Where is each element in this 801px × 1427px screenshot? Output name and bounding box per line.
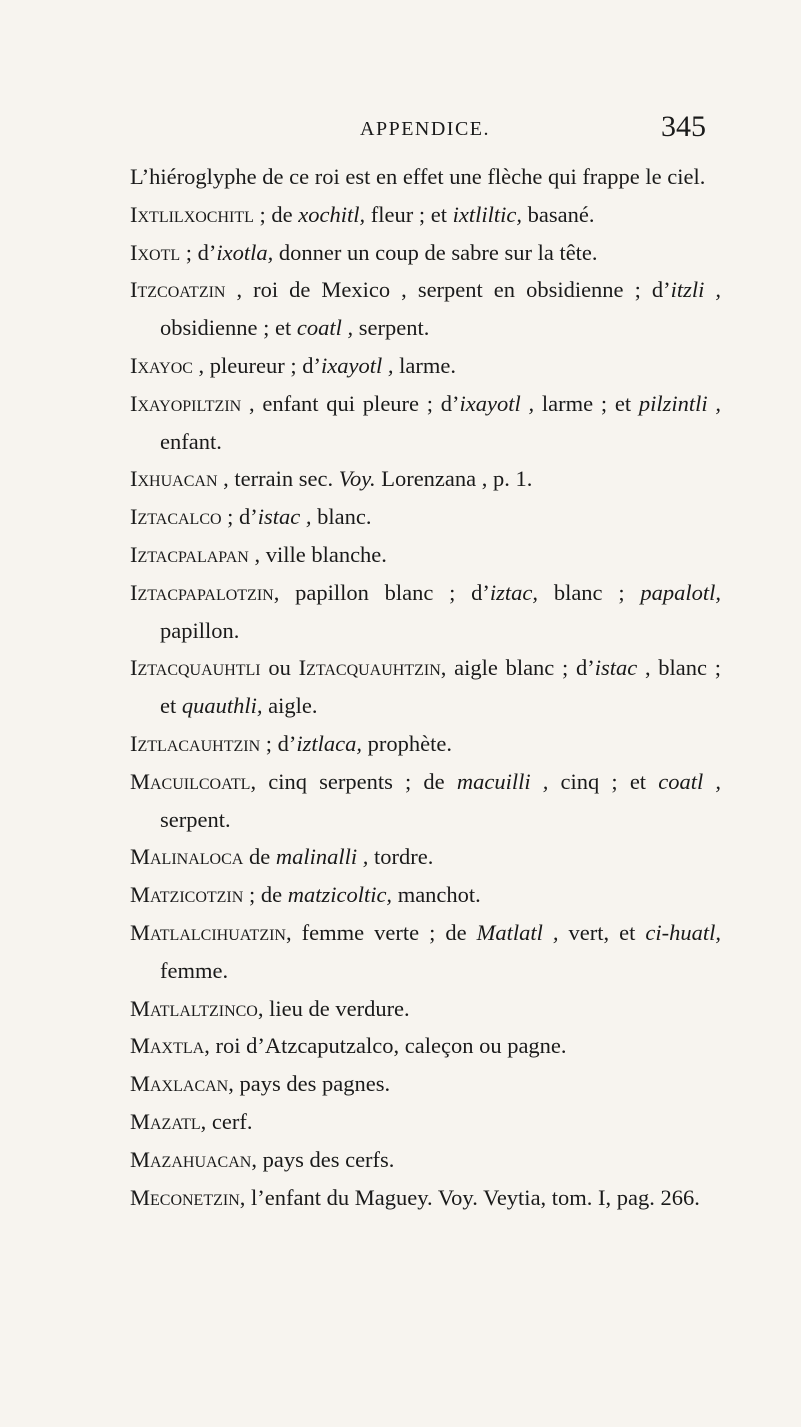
glossary-entry: [130, 1103, 721, 1141]
entry-text: femme.: [160, 957, 229, 983]
entry-headword: Ixayopiltzin: [130, 390, 242, 416]
entry-headword: Malinaloca: [130, 844, 244, 870]
entry-text: enfant.: [160, 428, 222, 454]
entry-text: , ville blanche.: [248, 541, 387, 567]
entry-text: , pays des pagnes.: [228, 1071, 391, 1097]
glossary-entry: [130, 1179, 721, 1217]
entry-text: basané.: [521, 201, 595, 227]
entry-text: vert, et: [558, 919, 646, 945]
entry-text: , terrain sec.: [217, 466, 339, 492]
italic-term: ixayotl ,: [459, 390, 535, 416]
entry-text: papillon.: [160, 617, 240, 643]
glossary-entries: [130, 158, 721, 1216]
entry-headword: Iztacquauhtli: [130, 655, 261, 681]
entry-text: , cerf.: [200, 1108, 253, 1134]
entry-headword: Mazahuacan: [130, 1146, 252, 1172]
italic-term: iztlaca,: [296, 730, 363, 756]
italic-term: quauthli,: [181, 693, 263, 719]
italic-term: Voy.: [338, 466, 376, 492]
entry-headword: Itzcoatzin: [130, 277, 226, 303]
entry-headword: Matlalcihuatzin: [130, 919, 286, 945]
italic-term: iztac,: [489, 579, 539, 605]
entry-headword: Matlaltzinco: [130, 995, 258, 1021]
italic-term: ixtliltic,: [452, 201, 522, 227]
page-number: 345: [661, 110, 706, 143]
entry-text: larme.: [393, 352, 456, 378]
entry-headword: Maxlacan: [130, 1071, 229, 1097]
entry-headword: Iztlacauhtzin: [130, 730, 261, 756]
entry-text: L’hiéroglyphe de ce roi est en effet une flèche qui frappe le ciel.: [130, 164, 706, 189]
entry-text: , lieu de verdure.: [257, 995, 410, 1021]
italic-term: xochitl,: [298, 201, 366, 227]
entry-text: cinq ; et: [548, 768, 659, 794]
glossary-entry: [130, 725, 721, 763]
entry-headword: Macuilcoatl: [130, 768, 251, 794]
italic-term: matzicoltic,: [287, 882, 393, 908]
entry-headword: Ixayoc: [130, 352, 193, 378]
entry-headword: Ixtlilxochitl: [130, 201, 254, 227]
entry-text: , pleureur ; d’: [192, 352, 322, 378]
italic-term: papalotl,: [640, 579, 721, 605]
entry-text: donner un coup de sabre sur la tête.: [273, 239, 598, 265]
entry-text: , l’enfant du Maguey. Voy. Veytia, tom. I, pag. 266.: [239, 1184, 700, 1210]
italic-term: coatl ,: [296, 315, 354, 341]
italic-term: itzli ,: [670, 277, 721, 303]
italic-term: coatl ,: [658, 768, 721, 794]
entry-text: larme ; et: [534, 390, 639, 416]
entry-text: Lorenzana , p. 1.: [375, 466, 533, 492]
entry-text: ; d’: [260, 730, 297, 756]
glossary-entry: [130, 649, 721, 725]
entry-text: obsidienne ; et: [160, 315, 297, 341]
entry-headword: Mazatl: [130, 1108, 201, 1134]
entry-headword: Meconetzin: [130, 1184, 240, 1210]
entry-text: , blanc ; et: [160, 655, 721, 719]
entry-headword: Iztacpalapan: [130, 541, 249, 567]
glossary-entry: [130, 876, 721, 914]
entry-text: de: [243, 844, 276, 870]
italic-term: istac: [594, 655, 638, 681]
entry-text: , pays des cerfs.: [251, 1146, 395, 1172]
entry-headword: Iztacquauhtzin: [298, 655, 441, 681]
entry-headword: Iztacpapalotzin: [130, 579, 274, 605]
entry-text: blanc ;: [538, 579, 641, 605]
entry-text: ou: [260, 655, 299, 681]
glossary-entry: [130, 498, 721, 536]
glossary-entry: [130, 196, 721, 234]
italic-term: ixotla,: [216, 239, 274, 265]
entry-headword: Ixhuacan: [130, 466, 218, 492]
entry-text: , aigle blanc ; d’: [440, 655, 595, 681]
entry-headword: Maxtla: [130, 1033, 205, 1059]
glossary-entry: [130, 1141, 721, 1179]
intro-paragraph: [130, 158, 721, 196]
entry-text: serpent.: [353, 315, 430, 341]
entry-text: ; de: [243, 882, 288, 908]
glossary-entry: [130, 574, 721, 650]
glossary-entry: [130, 234, 721, 272]
italic-term: macuilli ,: [456, 768, 549, 794]
entry-headword: Ixotl: [130, 239, 181, 265]
italic-term: ci-huatl,: [645, 919, 721, 945]
italic-term: istac ,: [257, 504, 312, 530]
glossary-entry: [130, 838, 721, 876]
entry-text: serpent.: [160, 806, 231, 832]
glossary-entry: [130, 1027, 721, 1065]
entry-text: , enfant qui pleure ; d’: [241, 390, 460, 416]
entry-text: ; de: [253, 201, 299, 227]
entry-text: manchot.: [392, 882, 481, 908]
entry-text: blanc.: [311, 504, 372, 530]
entry-text: ; d’: [180, 239, 217, 265]
entry-headword: Iztacalco: [130, 504, 222, 530]
entry-text: aigle.: [262, 693, 318, 719]
entry-text: ; d’: [221, 504, 258, 530]
entry-text: , papillon blanc ; d’: [273, 579, 490, 605]
glossary-entry: [130, 914, 721, 990]
italic-term: pilzintli ,: [638, 390, 721, 416]
glossary-entry: [130, 536, 721, 574]
italic-term: Matlatl ,: [476, 919, 559, 945]
glossary-entry: [130, 385, 721, 461]
glossary-entry: [130, 271, 721, 347]
running-head: [110, 110, 706, 150]
entry-text: tordre.: [368, 844, 434, 870]
entry-text: , cinq serpents ; de: [250, 768, 457, 794]
entry-text: , roi d’Atzcaputzalco, caleçon ou pagne.: [204, 1033, 567, 1059]
glossary-entry: [130, 1065, 721, 1103]
glossary-entry: [130, 460, 721, 498]
italic-term: malinalli ,: [275, 844, 369, 870]
running-title: APPENDICE.: [360, 118, 491, 140]
entry-text: fleur ; et: [365, 201, 453, 227]
glossary-entry: [130, 763, 721, 839]
italic-term: ixayotl ,: [321, 352, 394, 378]
entry-text: , roi de Mexico , serpent en obsidienne ; d’: [225, 277, 671, 303]
glossary-entry: [130, 990, 721, 1028]
entry-text: , femme verte ; de: [285, 919, 477, 945]
glossary-entry: [130, 347, 721, 385]
entry-headword: Matzicotzin: [130, 882, 244, 908]
entry-text: prophète.: [362, 730, 452, 756]
